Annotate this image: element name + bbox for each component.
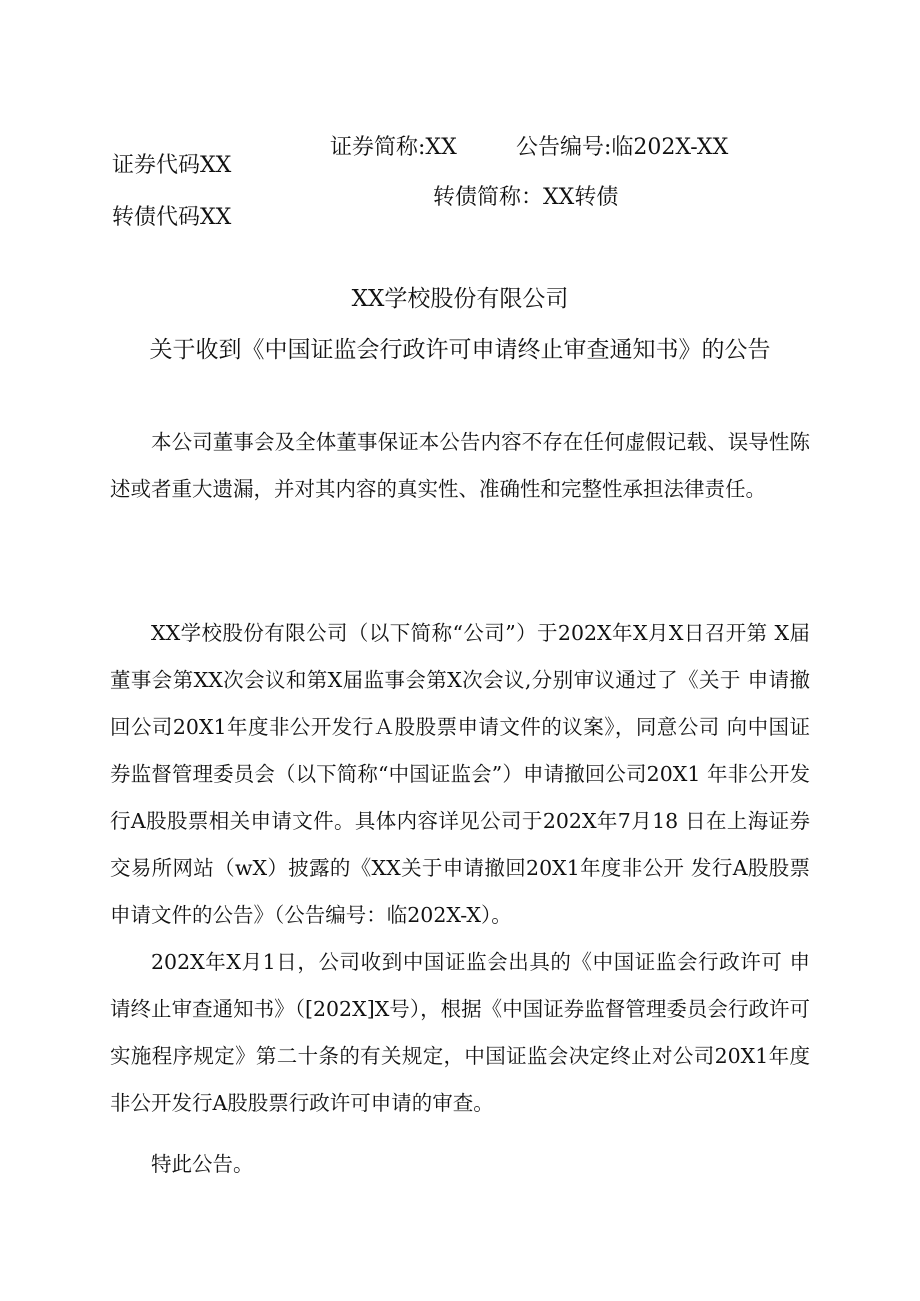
stock-short-name: 证券简称:XX bbox=[330, 135, 457, 160]
background-paragraph: XX学校股份有限公司（以下简称“公司”）于202X年X月X日召开第 X届董事会第XX次会议和第X届监事会第X次会议,分别审议通过了《关于 申请撤回公司20X1年度非公开发行Ａ股股票申请文件的议案》，同意公司 向中国证券监督管理委员会（以下简称“中国证监会”）申请撤回公司20X1 年非公开发行A股股票相关申请文件。具体内容详见公司于202X年7月18 日在上海证券交易所网站（wX）披露的《XX关于申请撤回20X1年度非公开 发行A股股票申请文件的公告》（公告编号：临202X-X）。 bbox=[110, 621, 810, 927]
bond-code: 转债代码XX bbox=[112, 205, 232, 230]
notice-number: 公告编号:临202X-XX bbox=[516, 135, 729, 160]
company-title: XX学校股份有限公司 bbox=[351, 286, 569, 312]
decision-paragraph: 202X年X月1日，公司收到中国证监会出具的《中国证监会行政许可 申请终止审查通知书》（[202X]X号），根据《中国证券监督管理委员会行政许可实施程序规定》第二十条的有关规定，中国证监会决定终止对公司20X1年度非公开发行A股股票行政许可申请的审查。 bbox=[110, 950, 810, 1115]
notice-title: 关于收到《中国证监会行政许可申请终止审查通知书》的公告 bbox=[149, 337, 771, 363]
bond-short-name: 转债简称：XX转债 bbox=[433, 185, 619, 210]
stock-code: 证券代码XX bbox=[112, 153, 232, 178]
disclaimer-paragraph: 本公司董事会及全体董事保证本公告内容不存在任何虚假记载、误导性陈述或者重大遗漏，并对其内容的真实性、准确性和完整性承担法律责任。 bbox=[110, 430, 810, 501]
closing-paragraph: 特此公告。 bbox=[151, 1152, 254, 1176]
